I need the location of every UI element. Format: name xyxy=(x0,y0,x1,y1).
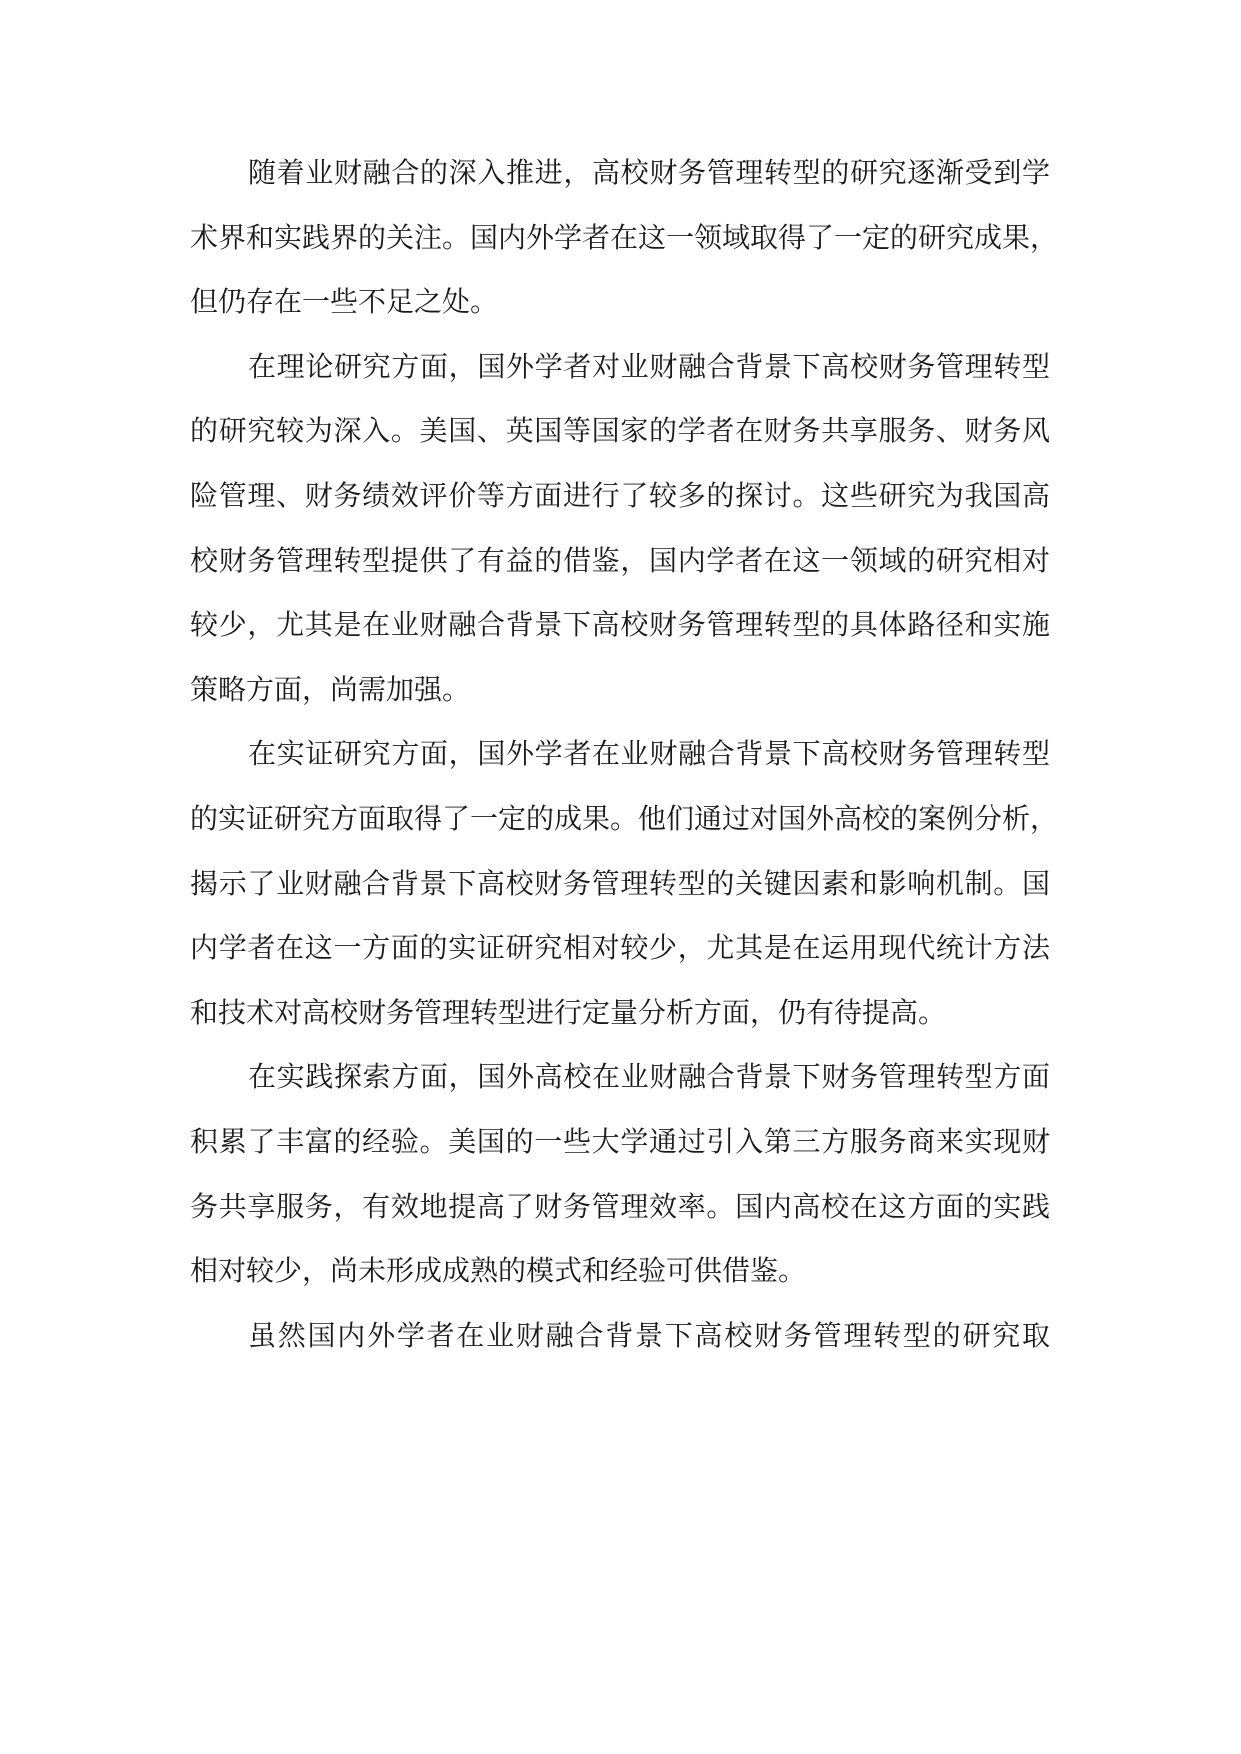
text-line: 的实证研究方面取得了一定的成果。他们通过对国外高校的案例分析， xyxy=(190,801,1059,835)
body-text xyxy=(190,141,1059,1368)
text-line: 内学者在这一方面的实证研究相对较少，尤其是在运用现代统计方法 xyxy=(190,931,1050,965)
text-line: 在理论研究方面，国外学者对业财融合背景下高校财务管理转型 xyxy=(248,349,1050,383)
text-line: 相对较少，尚未形成成熟的模式和经验可供借鉴。 xyxy=(190,1254,807,1288)
text-line: 术界和实践界的关注。国内外学者在这一领域取得了一定的研究成果， xyxy=(190,220,1059,254)
text-line: 揭示了业财融合背景下高校财务管理转型的关键因素和影响机制。国 xyxy=(190,866,1050,900)
text-line: 和技术对高校财务管理转型进行定量分析方面，仍有待提高。 xyxy=(190,995,947,1029)
text-line: 积累了丰富的经验。美国的一些大学通过引入第三方服务商来实现财 xyxy=(190,1124,1050,1158)
text-line: 随着业财融合的深入推进，高校财务管理转型的研究逐渐受到学 xyxy=(248,156,1050,189)
text-line: 险管理、财务绩效评价等方面进行了较多的探讨。这些研究为我国高 xyxy=(190,478,1050,512)
text-line: 虽然国内外学者在业财融合背景下高校财务管理转型的研究取 xyxy=(248,1318,1050,1352)
text-line: 策略方面，尚需加强。 xyxy=(190,672,471,706)
text-line: 较少，尤其是在业财融合背景下高校财务管理转型的具体路径和实施 xyxy=(190,608,1050,642)
text-line: 校财务管理转型提供了有益的借鉴，国内学者在这一领域的研究相对 xyxy=(190,543,1050,577)
text-line: 但仍存在一些不足之处。 xyxy=(190,285,499,319)
text-line: 在实证研究方面，国外学者在业财融合背景下高校财务管理转型 xyxy=(248,737,1050,771)
text-line: 的研究较为深入。美国、英国等国家的学者在财务共享服务、财务风 xyxy=(190,414,1050,448)
text-line: 务共享服务，有效地提高了财务管理效率。国内高校在这方面的实践 xyxy=(190,1189,1050,1223)
text-line: 在实践探索方面，国外高校在业财融合背景下财务管理转型方面 xyxy=(248,1060,1050,1094)
